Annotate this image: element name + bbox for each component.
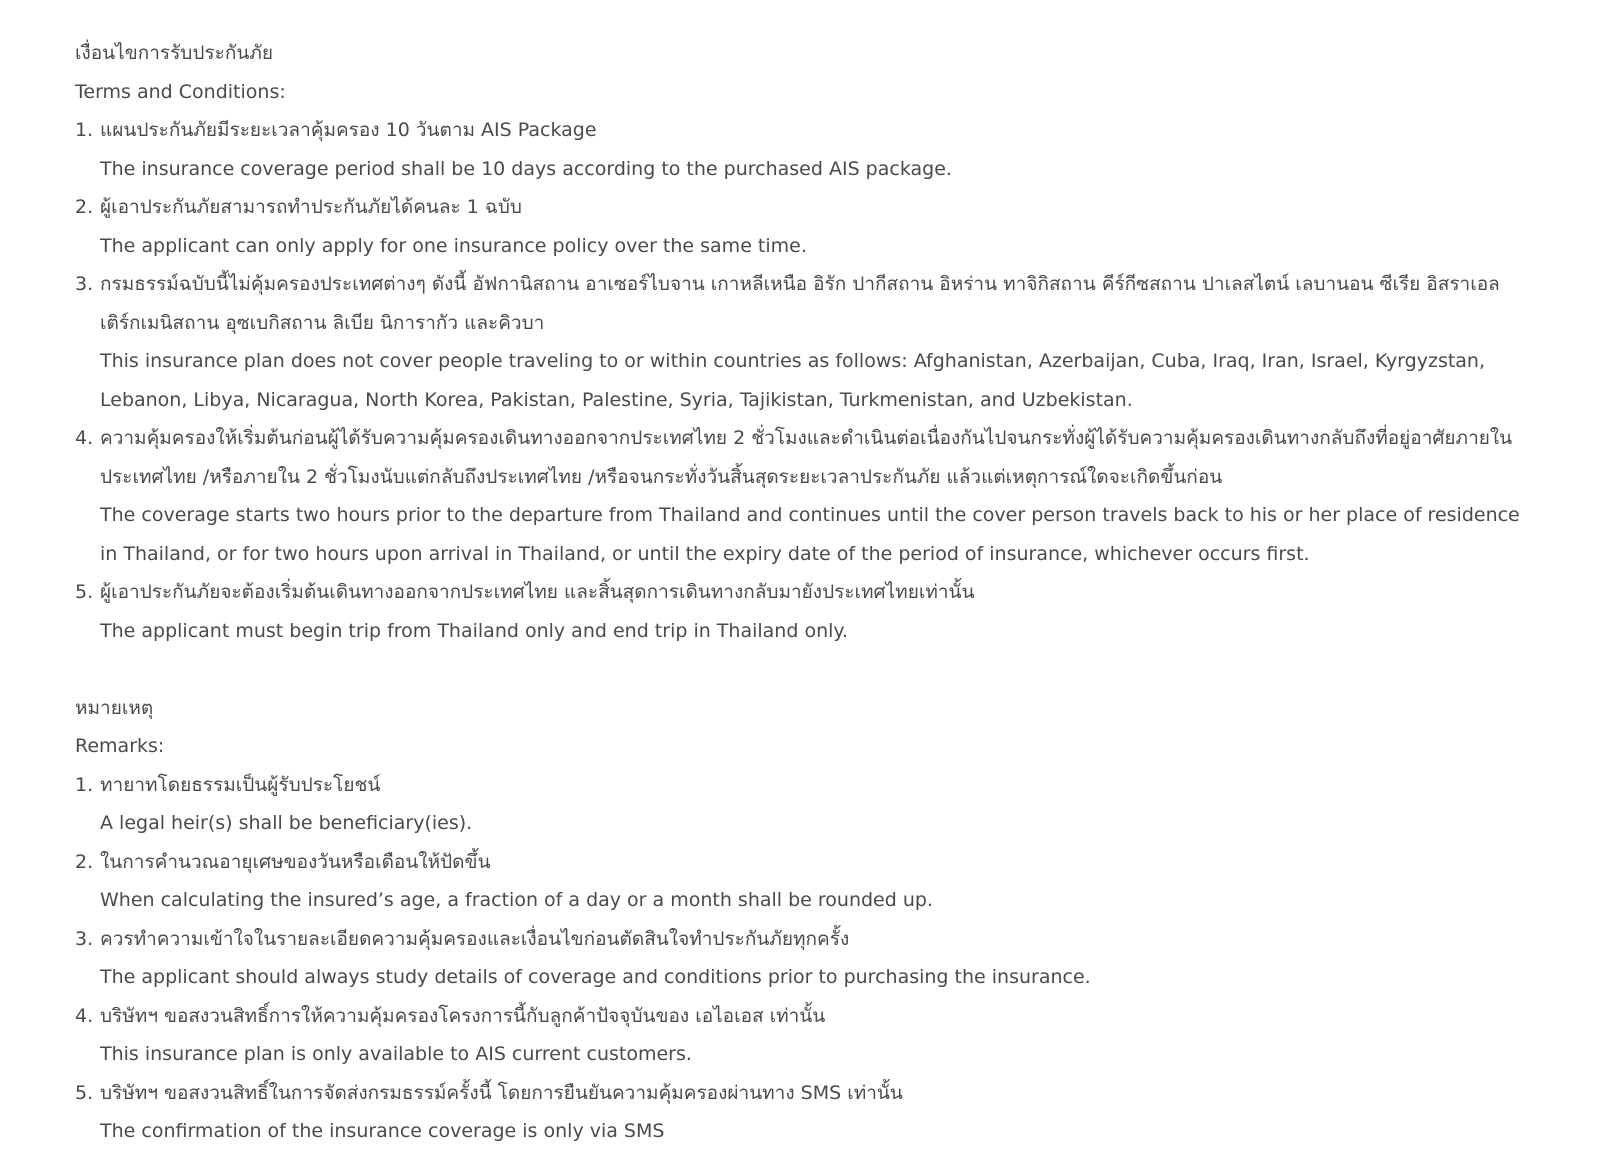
item-text-th: แผนประกันภัยมีระยะเวลาคุ้มครอง 10 วันตาม AIS Package xyxy=(100,119,597,141)
remarks-item-2 xyxy=(75,843,1541,920)
terms-section xyxy=(75,34,1541,650)
item-text-th: ผู้เอาประกันภัยสามารถทำประกันภัยได้คนละ 1 ฉบับ xyxy=(100,196,522,218)
terms-item-3 xyxy=(75,265,1541,419)
item-number: 5. xyxy=(75,1081,94,1104)
item-text-en: The applicant must begin trip from Thailand only and end trip in Thailand only. xyxy=(100,619,848,642)
terms-item-2 xyxy=(75,188,1541,265)
item-text-en: A legal heir(s) shall be beneficiary(ies). xyxy=(100,812,473,834)
item-number: 2. xyxy=(75,850,94,873)
item-text-th: ในการคำนวณอายุเศษของวันหรือเดือนให้ปัดขึ้น xyxy=(100,850,491,873)
remarks-section xyxy=(75,689,1541,1151)
item-number: 5. xyxy=(75,581,94,603)
item-number: 1. xyxy=(75,119,94,141)
terms-item-4 xyxy=(75,419,1541,573)
remarks-item-5 xyxy=(75,1074,1541,1151)
item-text-th: ควรทำความเข้าใจในรายละเอียดความคุ้มครองและเงื่อนไขก่อนตัดสินใจทำประกันภัยทุกครั้ง xyxy=(100,927,850,950)
item-text-th: ความคุ้มครองให้เริ่มต้นก่อนผู้ได้รับความคุ้มครองเดินทางออกจากประเทศไทย 2 ชั่วโมงและดำเนินต่อเนื่องกันไปจนกระทั่งผู้ได้รับความคุ้มครองเดินทางกลับถึงที่อยู่อาศัยภายในประเทศไทย /หรือภายใน 2 ชั่วโมงนับแต่กลับถึงประเทศไทย /หรือจนกระทั่งวันสิ้นสุดระยะเวลาประกันภัย แล้วแต่เหตุการณ์ใดจะเกิดขึ้นก่อน xyxy=(100,427,1513,488)
terms-item-1 xyxy=(75,111,1541,188)
item-text-en: This insurance plan is only available to AIS current customers. xyxy=(100,1043,692,1065)
terms-item-5 xyxy=(75,573,1541,650)
item-text-en: This insurance plan does not cover people traveling to or within countries as follows: Afghanistan, Azerbaijan, Cuba, Iraq, Iran, Israel, Kyrgyzstan, Lebanon, Libya, Nicaragua, North Korea, Pakistan, Palestine, Syria, Tajikistan, Turkmenistan, and Uzbekistan. xyxy=(100,350,1486,411)
section-spacer xyxy=(75,650,1541,689)
terms-title-en: Terms and Conditions: xyxy=(75,80,286,103)
item-text-en: The insurance coverage period shall be 10 days according to the purchased AIS package. xyxy=(100,157,952,180)
item-text-en: The applicant can only apply for one insurance policy over the same time. xyxy=(100,234,807,257)
item-text-th: กรมธรรม์ฉบับนี้ไม่คุ้มครองประเทศต่างๆ ดังนี้ อัฟกานิสถาน อาเซอร์ไบจาน เกาหลีเหนือ อิรัก ปากีสถาน อิหร่าน ทาจิกิสถาน คีร์กีซสถาน ปาเลสไตน์ เลบานอน ซีเรีย อิสราเอล เติร์กเมนิสถาน อุซเบกิสถาน ลิเบีย นิการากัว และคิวบา xyxy=(100,273,1500,334)
remarks-item-4 xyxy=(75,997,1541,1074)
item-text-en: When calculating the insured’s age, a fraction of a day or a month shall be rounded up. xyxy=(100,889,933,911)
item-number: 4. xyxy=(75,427,94,449)
remarks-title-en: Remarks: xyxy=(75,735,165,757)
item-text-th: บริษัทฯ ขอสงวนสิทธิ์ในการจัดส่งกรมธรรม์ครั้งนี้ โดยการยืนยันความคุ้มครองผ่านทาง SMS เท่านั้น xyxy=(100,1081,903,1104)
item-text-en: The coverage starts two hours prior to the departure from Thailand and continues until the cover person travels back to his or her place of residence in Thailand, or for two hours upon arrival in Thailand, or until the expiry date of the period of insurance, whichever occurs first. xyxy=(100,504,1520,565)
terms-title-th: เงื่อนไขการรับประกันภัย xyxy=(75,42,273,64)
item-text-th: บริษัทฯ ขอสงวนสิทธิ์การให้ความคุ้มครองโครงการนี้กับลูกค้าปัจจุบันของ เอไอเอส เท่านั้น xyxy=(100,1004,826,1027)
item-number: 3. xyxy=(75,927,94,950)
item-number: 3. xyxy=(75,273,94,295)
item-number: 4. xyxy=(75,1004,94,1027)
item-text-en: The confirmation of the insurance coverage is only via SMS xyxy=(100,1120,665,1142)
item-number: 2. xyxy=(75,196,94,218)
remarks-item-1 xyxy=(75,766,1541,843)
item-text-th: ทายาทโดยธรรมเป็นผู้รับประโยชน์ xyxy=(100,773,381,796)
item-text-en: The applicant should always study details of coverage and conditions prior to purchasing the insurance. xyxy=(100,966,1091,988)
item-number: 1. xyxy=(75,773,94,796)
remarks-title-th: หมายเหตุ xyxy=(75,696,154,719)
item-text-th: ผู้เอาประกันภัยจะต้องเริ่มต้นเดินทางออกจากประเทศไทย และสิ้นสุดการเดินทางกลับมายังประเทศไทยเท่านั้น xyxy=(100,581,975,603)
remarks-item-3 xyxy=(75,920,1541,997)
